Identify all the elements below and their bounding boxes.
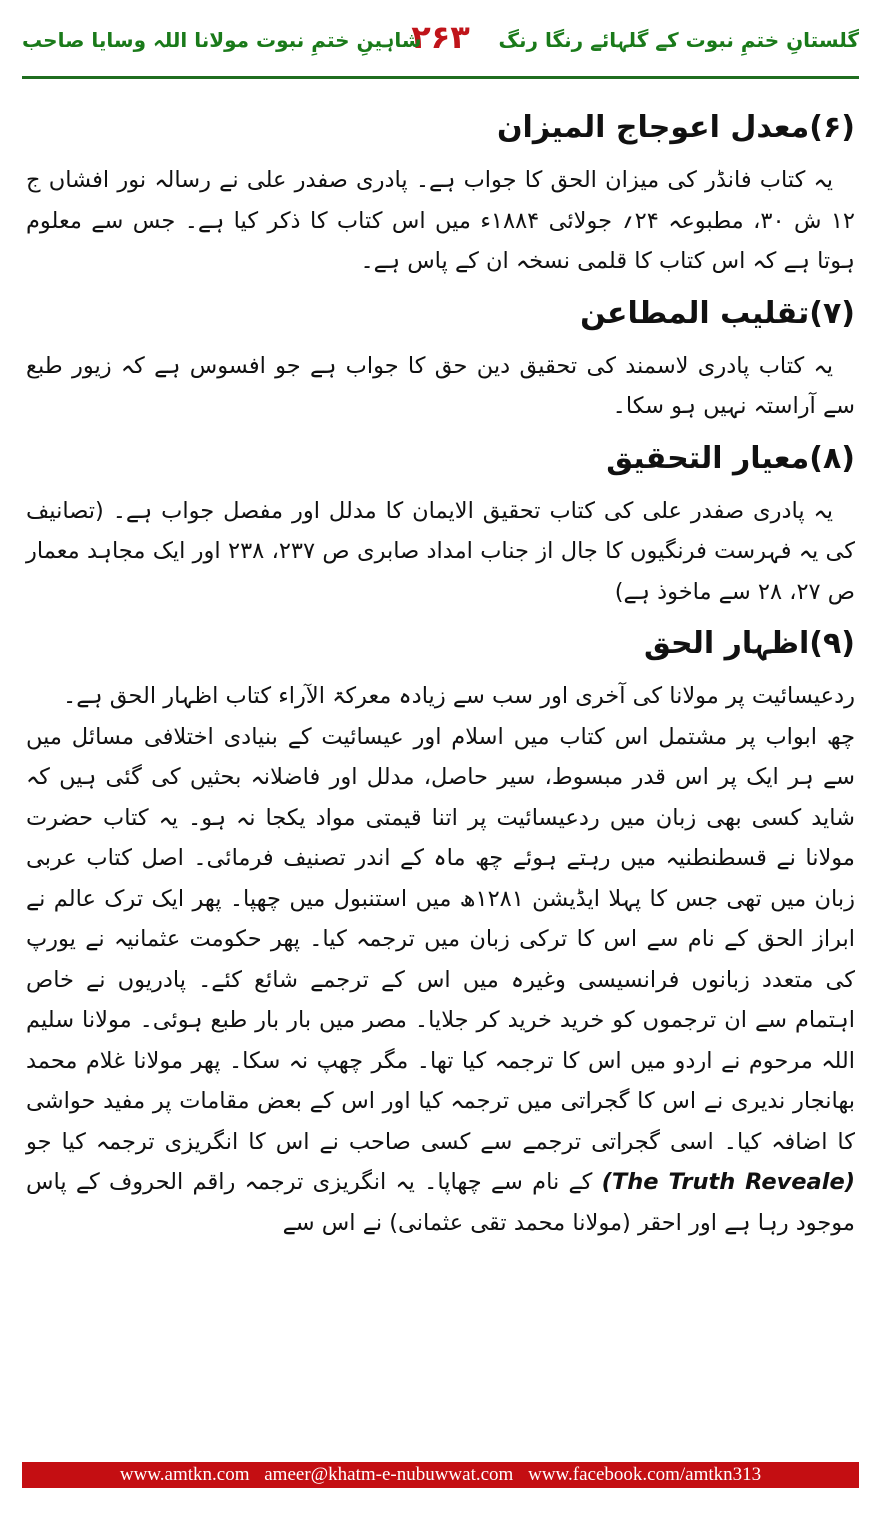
page-body — [26, 96, 855, 1243]
section-6 — [26, 96, 855, 282]
book-title: گلستانِ ختمِ نبوت کے گلہائے رنگا رنگ — [498, 28, 859, 52]
paragraph: یہ کتاب پادری لاسمند کی تحقیق دین حق کا جواب ہے جو افسوس ہے کہ زیور طبع سے آراستہ نہیں ہو سکا۔ — [26, 352, 855, 419]
paragraph: ردعیسائیت پر مولانا کی آخری اور سب سے زیادہ معرکۃ الآراء کتاب اظہار الحق ہے۔ — [63, 683, 855, 709]
email-link[interactable]: ameer@khatm-e-nubuwwat.com — [264, 1464, 514, 1485]
section-heading: (۷)تقلیب المطاعن — [580, 295, 855, 331]
paragraph: یہ پادری صفدر علی کی کتاب تحقیق الایمان کا مدلل اور مفصل جواب ہے۔ (تصانیف کی یہ فہرست فرنگیوں کا جال از جناب امداد صابری ص ۲۳۷، ۲۳۸ اور ایک مجاہد معمار ص ۲۷، ۲۸ سے ماخوذ ہے) — [26, 497, 856, 605]
section-7 — [26, 282, 855, 427]
section-heading: (۹)اظہار الحق — [643, 626, 855, 661]
section-9 — [26, 612, 855, 1243]
page-number: ۲۶۳ — [411, 18, 470, 56]
english-title: (The Truth Reveale) — [601, 1169, 855, 1195]
section-heading: (۶)معدل اعوجاج المیزان — [496, 110, 855, 145]
section-heading: (۸)معیار التحقیق — [606, 440, 855, 476]
website-link[interactable]: www.amtkn.com — [119, 1464, 250, 1485]
paragraph-main — [26, 717, 855, 1244]
page-header — [22, 18, 859, 78]
paragraph-continuation: کے نام سے چھاپا۔ یہ انگریزی ترجمہ راقم الحروف کے پاس موجود رہا ہے اور احقر (مولانا محمد تقی عثمانی) نے اس سے — [26, 1169, 855, 1236]
page-footer — [22, 1462, 859, 1488]
header-divider — [22, 76, 859, 79]
paragraph: یہ کتاب فانڈر کی میزان الحق کا جواب ہے۔ پادری صفدر علی نے رسالہ نور افشاں ج ۱۲ ش ۳۰، مطبوعہ ۲۴؍ جولائی ۱۸۸۴ء میں اس کتاب کا ذکر کیا ہے۔ جس سے معلوم ہوتا ہے کہ اس کتاب کا قلمی نسخہ ان کے پاس ہے۔ — [26, 167, 855, 274]
paragraph-text: چھ ابواب پر مشتمل اس کتاب میں اسلام اور عیسائیت کے بنیادی اختلافی مسائل میں سے ہر ایک پر اس قدر مبسوط، سیر حاصل، مدلل اور فاضلانہ بحثیں کی گئی ہیں کہ شاید کسی بھی زبان میں ردعیسائیت پر اتنا قیمتی مواد یکجا نہ ہو۔ یہ کتاب حضرت مولانا نے قسطنطنیہ میں رہتے ہوئے چھ ماہ کے اندر تصنیف فرمائی۔ اصل کتاب عربی زبان میں تھی جس کا پہلا ایڈیشن ۱۲۸۱ھ میں استنبول میں چھپا۔ پھر ایک ترک عالم نے ابراز الحق کے نام سے اس کا ترکی زبان میں ترجمہ کیا۔ پھر حکومت عثمانیہ نے یورپ کی متعدد زبانوں فرانسیسی وغیرہ میں اس کے ترجمے شائع کئے۔ پادریوں نے خاص اہتمام سے ان ترجموں کو خرید خرید کر جلایا۔ مصر میں بار بار طبع ہوئی۔ مولانا سلیم اللہ مرحوم نے اردو میں اس کا ترجمہ کیا تھا۔ مگر چھپ نہ سکا۔ پھر مولانا غلام محمد بھانجار ندیری نے اس کا گجراتی میں ترجمہ کیا اور اس کے بعض مقامات پر مفید حواشی کا اضافہ کیا۔ اسی گجراتی ترجمے سے کسی صاحب نے اس کا انگریزی ترجمہ کیا جو — [26, 723, 856, 1155]
author-title: شاہینِ ختمِ نبوت مولانا اللہ وسایا صاحب — [22, 28, 422, 52]
section-8 — [26, 427, 855, 613]
facebook-link[interactable]: www.facebook.com/amtkn313 — [528, 1464, 762, 1485]
